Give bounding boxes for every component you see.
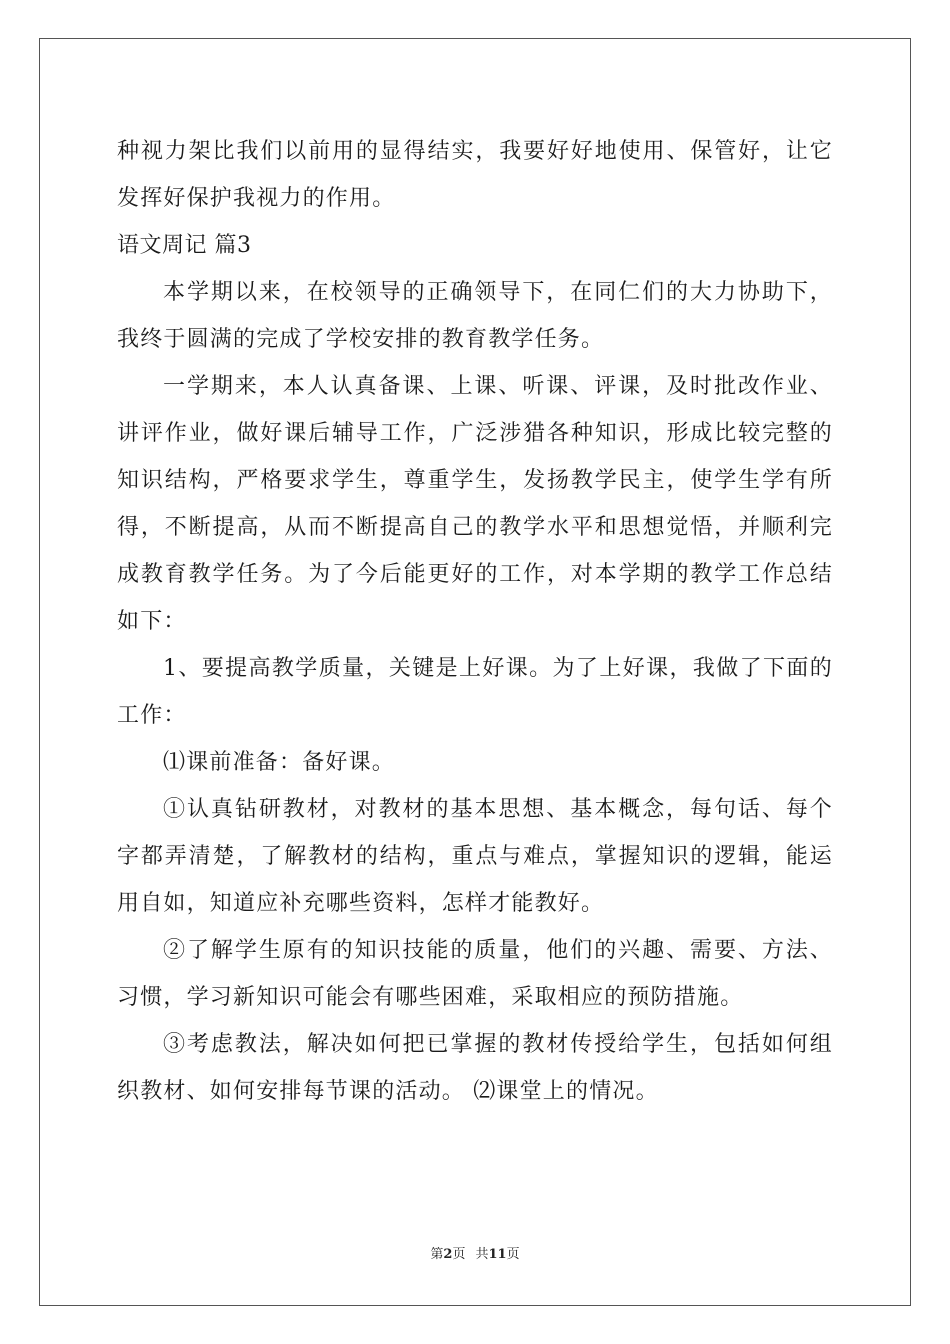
footer-prefix: 第 xyxy=(430,1247,444,1262)
page-footer xyxy=(0,1243,950,1262)
paragraph-point-1: 1、要提高教学质量，关键是上好课。为了上好课，我做了下面的工作： xyxy=(117,656,833,728)
paragraph-item-1: ①认真钻研教材，对教材的基本思想、基本概念，每句话、每个字都弄清楚，了解教材的结构，重点与难点，掌握知识的逻辑，能运用自如，知道应补充哪些资料，怎样才能教好。 xyxy=(117,797,833,916)
footer-page-word: 页 xyxy=(452,1247,466,1262)
paragraph-intro: 本学期以来，在校领导的正确领导下，在同仁们的大力协助下，我终于圆满的完成了学校安排的教育教学任务。 xyxy=(117,280,833,352)
footer-total-prefix: 共 xyxy=(475,1247,489,1262)
footer-total-suffix: 页 xyxy=(506,1247,520,1262)
paragraph-summary: 一学期来，本人认真备课、上课、听课、评课，及时批改作业、讲评作业，做好课后辅导工作，广泛涉猎各种知识，形成比较完整的知识结构，严格要求学生，尊重学生，发扬教学民主，使学生学有所得，不断提高，从而不断提高自己的教学水平和思想觉悟，并顺利完成教育教学任务。为了今后能更好的工作，对本学期的教学工作总结如下： xyxy=(117,374,833,634)
paragraph-continuation: 种视力架比我们以前用的显得结实，我要好好地使用、保管好，让它发挥好保护我视力的作用。 xyxy=(117,139,833,211)
document-body xyxy=(117,128,833,1115)
footer-current-page: 2 xyxy=(443,1247,453,1262)
paragraph-item-3: ③考虑教法，解决如何把已掌握的教材传授给学生，包括如何组织教材、如何安排每节课的活动。 ⑵课堂上的情况。 xyxy=(117,1032,833,1104)
footer-total-pages: 11 xyxy=(488,1247,507,1262)
paragraph-sub-1: ⑴课前准备：备好课。 xyxy=(163,750,396,775)
paragraph-item-2: ②了解学生原有的知识技能的质量，他们的兴趣、需要、方法、习惯，学习新知识可能会有哪些困难，采取相应的预防措施。 xyxy=(117,938,833,1010)
section-heading: 语文周记 篇3 xyxy=(117,233,252,258)
